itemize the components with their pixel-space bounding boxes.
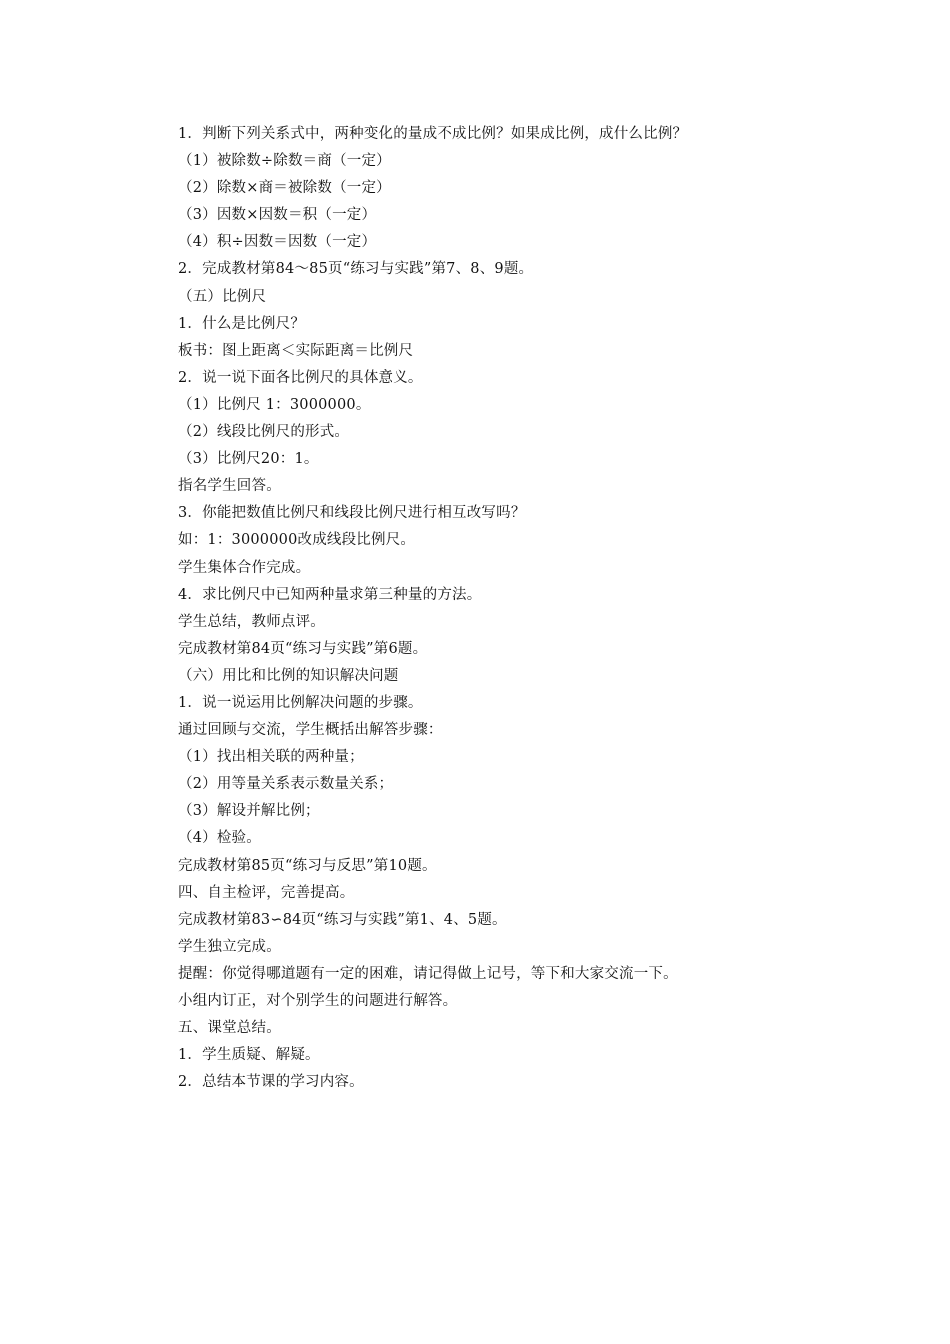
- text-line: （3）比例尺20：1。: [178, 451, 319, 468]
- text-line: 4．求比例尺中已知两种量求第三种量的方法。: [178, 586, 482, 603]
- text-line: 1．说一说运用比例解决问题的步骤。: [178, 694, 423, 711]
- text-line: （1）找出相关联的两种量；: [178, 749, 364, 766]
- text-line: （2）线段比例尺的形式。: [178, 424, 350, 441]
- document-body: [178, 121, 798, 1096]
- text-line: （2）除数×商＝被除数（一定）: [178, 180, 391, 197]
- text-line: 通过回顾与交流，学生概括出解答步骤：: [178, 722, 443, 739]
- text-line: 2．总结本节课的学习内容。: [178, 1074, 364, 1091]
- text-line: 学生独立完成。: [178, 938, 281, 955]
- text-line: （2）用等量关系表示数量关系；: [178, 776, 394, 793]
- text-line: 学生总结，教师点评。: [178, 613, 325, 630]
- text-line: 2．完成教材第84～85页“练习与实践”第7、8、9题。: [178, 261, 534, 278]
- text-line: 1．判断下列关系式中，两种变化的量成不成比例？如果成比例，成什么比例？: [178, 126, 688, 142]
- text-line: 小组内订正，对个别学生的问题进行解答。: [178, 993, 458, 1009]
- text-line: 学生集体合作完成。: [178, 559, 311, 576]
- section-heading: （五）比例尺: [178, 288, 267, 305]
- text-line: 板书：图上距离＜实际距离＝比例尺: [178, 342, 414, 359]
- section-heading: 四、自主检评，完善提高。: [178, 884, 355, 901]
- section-heading: （六）用比和比例的知识解决问题: [178, 667, 399, 684]
- text-line: （4）积÷因数＝因数（一定）: [178, 234, 377, 251]
- text-line: （1）被除数÷除数＝商（一定）: [178, 153, 391, 170]
- text-line: 提醒：你觉得哪道题有一定的困难，请记得做上记号，等下和大家交流一下。: [178, 965, 678, 982]
- text-line: 如：1：3000000改成线段比例尺。: [178, 532, 416, 549]
- text-line: 完成教材第83∽84页“练习与实践”第1、4、5题。: [178, 911, 507, 928]
- text-line: （1）比例尺 1：3000000。: [178, 396, 371, 413]
- text-line: 1．学生质疑、解疑。: [178, 1047, 320, 1064]
- text-line: 完成教材第85页“练习与反思”第10题。: [178, 857, 437, 874]
- text-line: 指名学生回答。: [178, 478, 281, 495]
- text-line: 2．说一说下面各比例尺的具体意义。: [178, 369, 423, 386]
- section-heading: 五、课堂总结。: [178, 1020, 281, 1037]
- text-line: 完成教材第84页“练习与实践”第6题。: [178, 640, 428, 657]
- text-line: 1．什么是比例尺？: [178, 315, 306, 332]
- text-line: （3）因数×因数＝积（一定）: [178, 207, 377, 224]
- text-line: （3）解设并解比例；: [178, 803, 320, 820]
- text-line: （4）检验。: [178, 830, 261, 847]
- text-line: 3．你能把数值比例尺和线段比例尺进行相互改写吗？: [178, 505, 526, 522]
